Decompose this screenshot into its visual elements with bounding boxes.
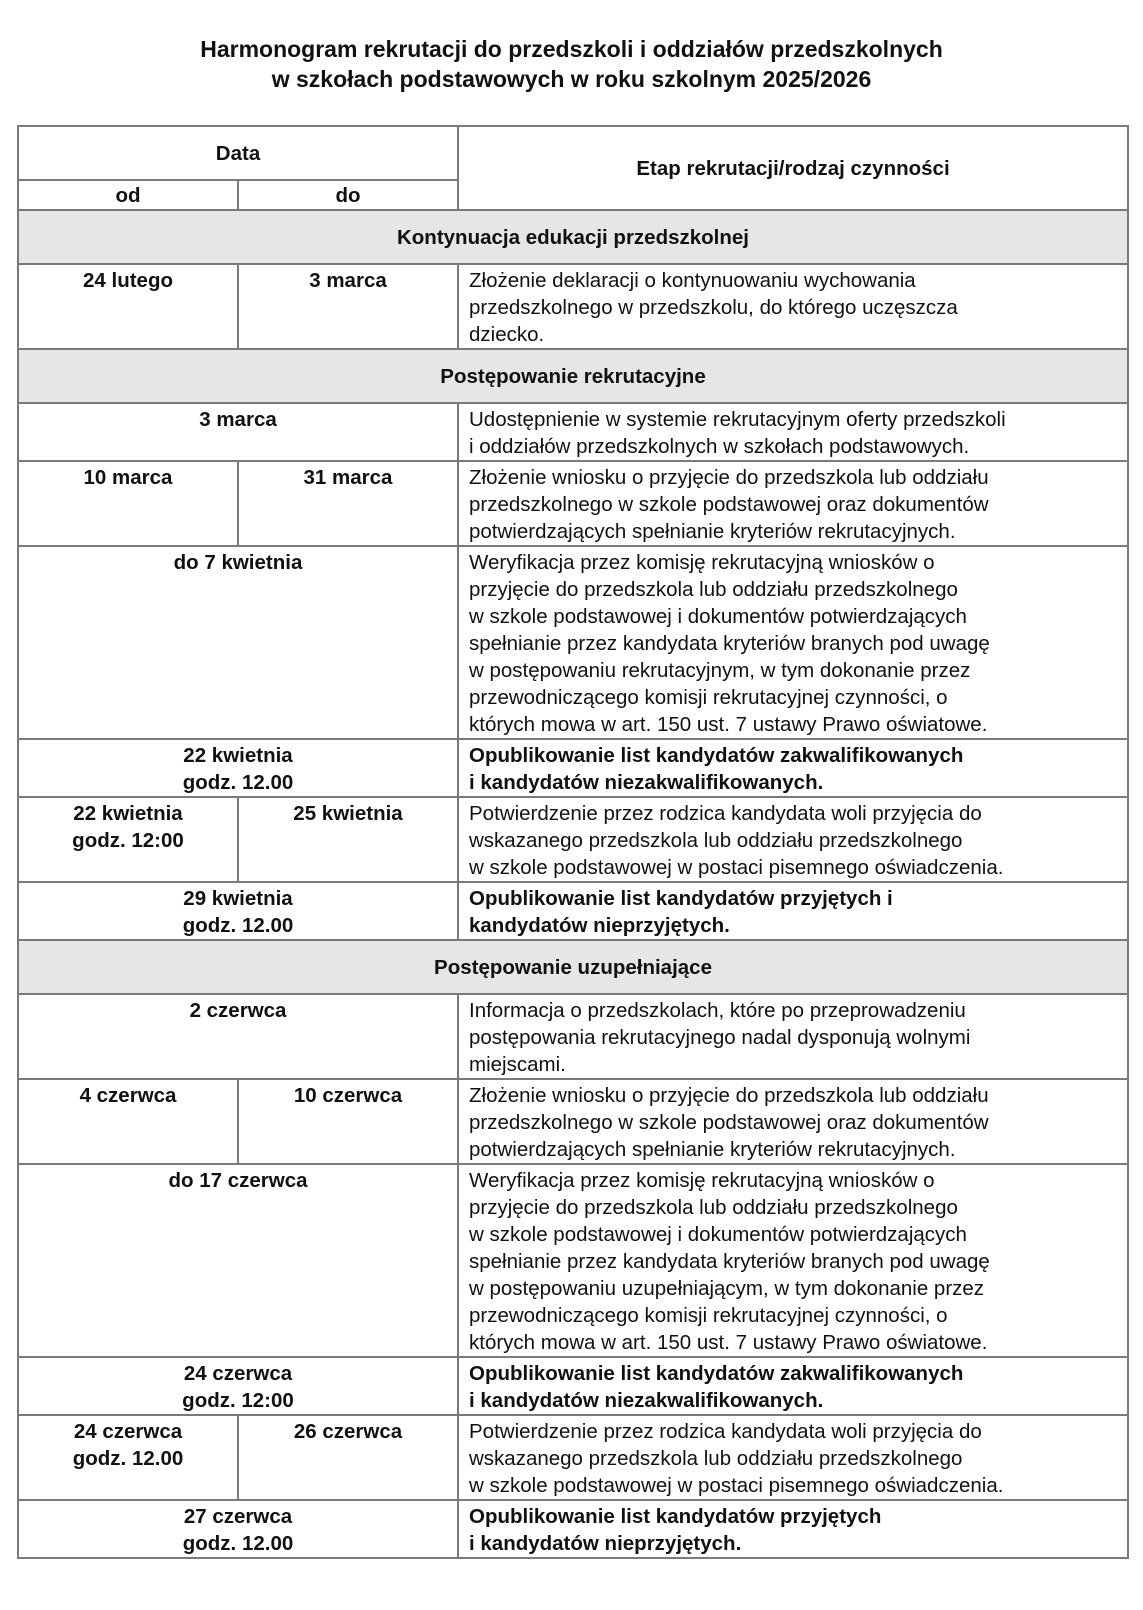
description-line: spełnianie przez kandydata kryteriów branych pod uwagę: [469, 1250, 990, 1273]
activity-description: [458, 264, 1128, 349]
section-title: Postępowanie uzupełniające: [18, 940, 1128, 994]
description-line: Udostępnienie w systemie rekrutacyjnym oferty przedszkoli: [469, 408, 1006, 431]
description-line: w szkole podstawowej w postaci pisemnego oświadczenia.: [469, 1474, 1004, 1497]
date-line: godz. 12.00: [182, 1532, 294, 1555]
description-line: potwierdzających spełnianie kryteriów rekrutacyjnych.: [469, 520, 956, 543]
date-from-cell: [18, 1079, 238, 1164]
date-from-line: 24 czerwca: [73, 1420, 183, 1443]
activity-description: [458, 797, 1128, 882]
description-line: przewodniczącego komisji rekrutacyjnej czynności, o: [469, 1304, 948, 1327]
date-from-cell: [18, 264, 238, 349]
description-line: Opublikowanie list kandydatów zakwalifikowanych: [469, 744, 964, 767]
date-to-cell: [238, 1415, 458, 1500]
date-line: godz. 12.00: [182, 914, 294, 937]
description-line: przyjęcie do przedszkola lub oddziału przedszkolnego: [469, 578, 958, 601]
date-from-cell: [18, 1415, 238, 1500]
date-to-line: 25 kwietnia: [293, 802, 403, 825]
date-from-line: godz. 12:00: [72, 829, 184, 852]
activity-description: [458, 461, 1128, 546]
date-line: 22 kwietnia: [183, 744, 293, 767]
schedule-row: [18, 882, 1128, 940]
header-row: [18, 126, 1128, 180]
description-line: Potwierdzenie przez rodzica kandydata woli przyjęcia do: [469, 1420, 982, 1443]
description-line: Weryfikacja przez komisję rekrutacyjną wniosków o: [469, 1169, 935, 1192]
date-to-line: 26 czerwca: [293, 1420, 403, 1443]
activity-description: [458, 403, 1128, 461]
schedule-row: [18, 1415, 1128, 1500]
activity-description: [458, 546, 1128, 739]
header-etap: Etap rekrutacji/rodzaj czynności: [458, 126, 1128, 210]
description-line: Złożenie wniosku o przyjęcie do przedszkola lub oddziału: [469, 466, 989, 489]
description-line: potwierdzających spełnianie kryteriów rekrutacyjnych.: [469, 1138, 956, 1161]
title-line-1: Harmonogram rekrutacji do przedszkoli i oddziałów przedszkolnych: [200, 36, 943, 62]
date-line: 24 czerwca: [183, 1362, 293, 1385]
description-line: Potwierdzenie przez rodzica kandydata woli przyjęcia do: [469, 802, 982, 825]
section-title: Kontynuacja edukacji przedszkolnej: [18, 210, 1128, 264]
activity-description: [458, 994, 1128, 1079]
date-to-cell: [238, 1079, 458, 1164]
description-line: przedszkolnego w szkole podstawowej oraz dokumentów: [469, 1111, 989, 1134]
document-title: [0, 34, 1143, 94]
description-line: Opublikowanie list kandydatów przyjętych i: [469, 887, 893, 910]
date-from-cell: [18, 797, 238, 882]
date-to-line: 10 czerwca: [293, 1084, 403, 1107]
date-line: 2 czerwca: [189, 999, 287, 1022]
description-line: Złożenie wniosku o przyjęcie do przedszkola lub oddziału: [469, 1084, 989, 1107]
description-line: Informacja o przedszkolach, które po przeprowadzeniu: [469, 999, 966, 1022]
header-do: do: [238, 180, 458, 210]
date-to-line: 31 marca: [303, 466, 393, 489]
description-line: w szkole podstawowej i dokumentów potwierdzających: [469, 1223, 967, 1246]
description-line: wskazanego przedszkola lub oddziału przedszkolnego: [469, 1447, 963, 1470]
description-line: postępowania rekrutacyjnego nadal dysponują wolnymi: [469, 1026, 971, 1049]
schedule-row: [18, 994, 1128, 1079]
section-header-row: [18, 210, 1128, 264]
schedule-row: [18, 1500, 1128, 1558]
description-line: i kandydatów niezakwalifikowanych.: [469, 1389, 824, 1412]
date-to-cell: [238, 461, 458, 546]
date-line: godz. 12:00: [182, 1389, 294, 1412]
title-line-2: w szkołach podstawowych w roku szkolnym 2025/2026: [271, 66, 872, 92]
date-line: 29 kwietnia: [183, 887, 293, 910]
description-line: których mowa w art. 150 ust. 7 ustawy Prawo oświatowe.: [469, 713, 988, 736]
description-line: kandydatów nieprzyjętych.: [469, 914, 730, 937]
description-line: w szkole podstawowej w postaci pisemnego oświadczenia.: [469, 856, 1004, 879]
date-to-cell: [238, 264, 458, 349]
description-line: przedszkolnego w szkole podstawowej oraz dokumentów: [469, 493, 989, 516]
date-cell: [18, 1500, 458, 1558]
description-line: spełnianie przez kandydata kryteriów branych pod uwagę: [469, 632, 990, 655]
description-line: w postępowaniu rekrutacyjnym, w tym dokonanie przez: [469, 659, 971, 682]
activity-description: [458, 1500, 1128, 1558]
activity-description: [458, 739, 1128, 797]
date-cell: [18, 994, 458, 1079]
description-line: Opublikowanie list kandydatów przyjętych: [469, 1505, 882, 1528]
activity-description: [458, 1357, 1128, 1415]
date-cell: [18, 739, 458, 797]
schedule-row: [18, 461, 1128, 546]
header-data: Data: [18, 126, 458, 180]
date-line: 3 marca: [199, 408, 277, 431]
description-line: w szkole podstawowej i dokumentów potwierdzających: [469, 605, 967, 628]
description-line: przyjęcie do przedszkola lub oddziału przedszkolnego: [469, 1196, 958, 1219]
section-header-row: [18, 940, 1128, 994]
schedule-row: [18, 1164, 1128, 1357]
description-line: i kandydatów niezakwalifikowanych.: [469, 771, 824, 794]
description-line: przedszkolnego w przedszkolu, do którego uczęszcza: [469, 296, 958, 319]
schedule-row: [18, 797, 1128, 882]
date-from-line: godz. 12.00: [72, 1447, 184, 1470]
activity-description: [458, 882, 1128, 940]
description-line: wskazanego przedszkola lub oddziału przedszkolnego: [469, 829, 963, 852]
description-line: dziecko.: [469, 323, 545, 346]
date-from-line: 24 lutego: [83, 269, 173, 292]
activity-description: [458, 1164, 1128, 1357]
date-from-line: 22 kwietnia: [73, 802, 183, 825]
description-line: Złożenie deklaracji o kontynuowaniu wychowania: [469, 269, 916, 292]
date-from-line: 10 marca: [83, 466, 173, 489]
schedule-row: [18, 403, 1128, 461]
header-od: od: [18, 180, 238, 210]
description-line: miejscami.: [469, 1053, 566, 1076]
date-line: do 7 kwietnia: [173, 551, 303, 574]
date-cell: [18, 1164, 458, 1357]
description-line: przewodniczącego komisji rekrutacyjnej czynności, o: [469, 686, 948, 709]
date-cell: [18, 1357, 458, 1415]
date-line: do 17 czerwca: [168, 1169, 308, 1192]
date-cell: [18, 403, 458, 461]
date-line: 27 czerwca: [183, 1505, 293, 1528]
date-cell: [18, 546, 458, 739]
description-line: Opublikowanie list kandydatów zakwalifikowanych: [469, 1362, 964, 1385]
section-header-row: [18, 349, 1128, 403]
schedule-row: [18, 739, 1128, 797]
description-line: których mowa w art. 150 ust. 7 ustawy Prawo oświatowe.: [469, 1331, 988, 1354]
date-from-line: 4 czerwca: [79, 1084, 177, 1107]
description-line: i oddziałów przedszkolnych w szkołach podstawowych.: [469, 435, 970, 458]
description-line: Weryfikacja przez komisję rekrutacyjną wniosków o: [469, 551, 935, 574]
schedule-row: [18, 546, 1128, 739]
date-from-cell: [18, 461, 238, 546]
schedule-body: [18, 210, 1128, 1558]
description-line: i kandydatów nieprzyjętych.: [469, 1532, 742, 1555]
date-to-cell: [238, 797, 458, 882]
schedule-table: [17, 125, 1129, 1559]
activity-description: [458, 1415, 1128, 1500]
schedule-row: [18, 264, 1128, 349]
description-line: w postępowaniu uzupełniającym, w tym dokonanie przez: [469, 1277, 985, 1300]
schedule-row: [18, 1079, 1128, 1164]
section-title: Postępowanie rekrutacyjne: [18, 349, 1128, 403]
date-line: godz. 12.00: [182, 771, 294, 794]
schedule-row: [18, 1357, 1128, 1415]
activity-description: [458, 1079, 1128, 1164]
date-cell: [18, 882, 458, 940]
date-to-line: 3 marca: [309, 269, 387, 292]
